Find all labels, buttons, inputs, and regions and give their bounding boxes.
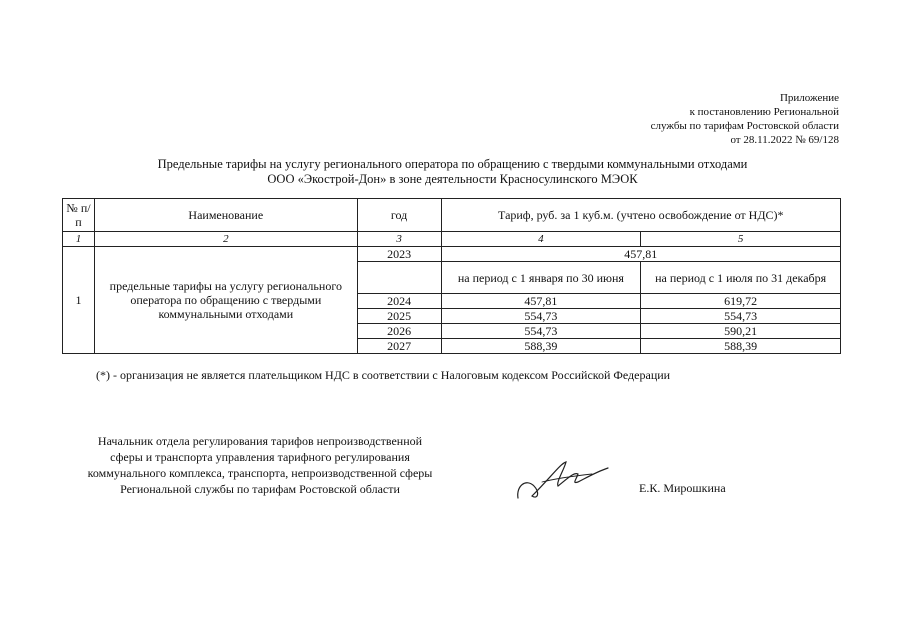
document-title bbox=[0, 157, 905, 187]
value-cell: 590,21 bbox=[641, 324, 841, 339]
year-cell: 2027 bbox=[357, 339, 441, 354]
signer-title bbox=[60, 433, 460, 497]
index-cell: 3 bbox=[357, 232, 441, 247]
appendix-line: службы по тарифам Ростовской области bbox=[650, 120, 839, 132]
appendix-line: от 28.11.2022 № 69/128 bbox=[730, 134, 839, 146]
signer-name: Е.К. Мирошкина bbox=[639, 481, 726, 495]
year-cell: 2024 bbox=[357, 294, 441, 309]
value-cell: 554,73 bbox=[441, 324, 641, 339]
header-num: № п/п bbox=[63, 199, 95, 232]
year-cell: 2026 bbox=[357, 324, 441, 339]
header-year: год bbox=[357, 199, 441, 232]
value-cell: 619,72 bbox=[641, 294, 841, 309]
value-cell: 554,73 bbox=[641, 309, 841, 324]
header-name: Наименование bbox=[94, 199, 357, 232]
signer-line: Начальник отдела регулирования тарифов непроизводственной bbox=[97, 434, 423, 448]
year-cell: 2023 bbox=[357, 247, 441, 262]
appendix-line: Приложение bbox=[779, 92, 839, 104]
appendix-block bbox=[651, 91, 839, 147]
period-header-1: на период с 1 января по 30 июня bbox=[441, 262, 641, 294]
appendix-line: к постановлению Региональной bbox=[689, 106, 839, 118]
value-cell: 457,81 bbox=[441, 294, 641, 309]
title-line-1: Предельные тарифы на услугу регионального оператора по обращению с твердыми коммунальными отходами bbox=[157, 157, 748, 171]
table-row bbox=[63, 247, 841, 262]
index-cell: 2 bbox=[94, 232, 357, 247]
table-index-row bbox=[63, 232, 841, 247]
value-cell: 588,39 bbox=[641, 339, 841, 354]
tariff-table bbox=[62, 198, 841, 354]
value-cell: 588,39 bbox=[441, 339, 641, 354]
value-cell: 554,73 bbox=[441, 309, 641, 324]
title-line-2: ООО «Экострой-Дон» в зоне деятельности Красносулинского МЭОК bbox=[267, 172, 638, 186]
header-tariff: Тариф, руб. за 1 куб.м. (учтено освобождение от НДС)* bbox=[441, 199, 840, 232]
index-cell: 4 bbox=[441, 232, 641, 247]
empty-year-cell bbox=[357, 262, 441, 294]
row-number: 1 bbox=[63, 247, 95, 354]
value-cell: 457,81 bbox=[441, 247, 840, 262]
signer-line: коммунального комплекса, транспорта, непроизводственной сферы bbox=[87, 466, 433, 480]
signer-line: Региональной службы по тарифам Ростовской области bbox=[120, 482, 400, 496]
index-cell: 5 bbox=[641, 232, 841, 247]
signer-line: сферы и транспорта управления тарифного регулирования bbox=[110, 450, 410, 464]
row-name: предельные тарифы на услугу регионального оператора по обращению с твердыми коммунальными отходами bbox=[94, 247, 357, 354]
footnote: (*) - организация не является плательщиком НДС в соответствии с Налоговым кодексом Российской Федерации bbox=[96, 368, 671, 382]
index-cell: 1 bbox=[63, 232, 95, 247]
period-header-2: на период с 1 июля по 31 декабря bbox=[641, 262, 841, 294]
year-cell: 2025 bbox=[357, 309, 441, 324]
table-header-row bbox=[63, 199, 841, 232]
signature-image bbox=[512, 456, 612, 504]
